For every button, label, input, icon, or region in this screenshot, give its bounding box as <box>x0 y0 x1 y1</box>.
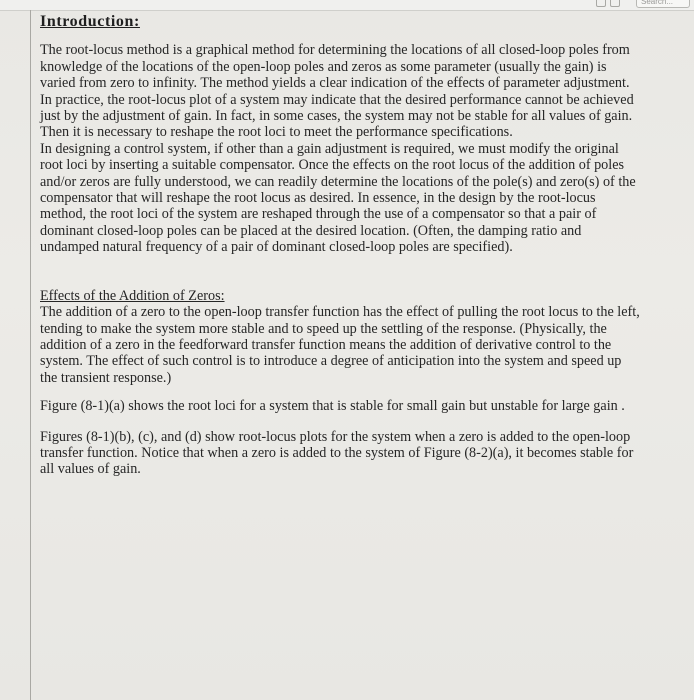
intro-paragraph: The root-locus method is a graphical method for determining the locations of all closed-loop poles from knowledge of the locations of the open-loop poles and zeros as some parameter (usually the gain) is varied from zero to infinity. The method yields a clear indication of the effects of parameter adjustment. <box>40 42 630 92</box>
browser-toolbar <box>0 0 694 11</box>
intro-paragraph: In designing a control system, if other than a gain adjustment is required, we must modify the original root loci by inserting a suitable compensator. Once the effects on the root locus of the addition of poles and/or zeros are fully understood, we can readily determine the locations of the pole(s) and zero(s) of the compensator that will reshape the root locus as desired. In essence, in the design by the root-locus method, the root loci of the system are reshaped through the use of a compensator so that a pair of dominant closed-loop poles can be placed at the desired location. (Often, the damping ratio and undamped natural frequency of a pair of dominant closed-loop poles are specified). <box>40 140 636 256</box>
section-paragraph: Figures (8-1)(b), (c), and (d) show root-locus plots for the system when a zero is added to the open-loop transfer function. Notice that when a zero is added to the system of Figure (8-2)(a), it becomes stable for all values of gain. <box>40 428 634 478</box>
search-input[interactable]: Search... <box>636 0 690 8</box>
intro-paragraph: In practice, the root-locus plot of a system may indicate that the desired performance cannot be achieved just by the adjustment of gain. In fact, in some cases, the system may not be stable for all values of gain. Then it is necessary to reshape the root loci to meet the performance specifications. <box>40 91 634 141</box>
document-content <box>40 14 640 478</box>
margin-line <box>30 10 31 700</box>
page-title: Introduction: <box>40 13 140 30</box>
section-heading: Effects of the Addition of Zeros: <box>40 287 225 304</box>
toolbar-icon[interactable] <box>596 0 606 7</box>
section-paragraph: The addition of a zero to the open-loop transfer function has the effect of pulling the root locus to the left, tending to make the system more stable and to speed up the settling of the response. (Physically, the addition of a zero in the feedforward transfer function means the addition of derivative control to the system. The effect of such control is to introduce a degree of anticipation into the system and speed up the transient response.) <box>40 304 640 386</box>
toolbar-icon[interactable] <box>610 0 620 7</box>
section-paragraph: Figure (8-1)(a) shows the root loci for a system that is stable for small gain but unstable for large gain . <box>40 398 625 415</box>
